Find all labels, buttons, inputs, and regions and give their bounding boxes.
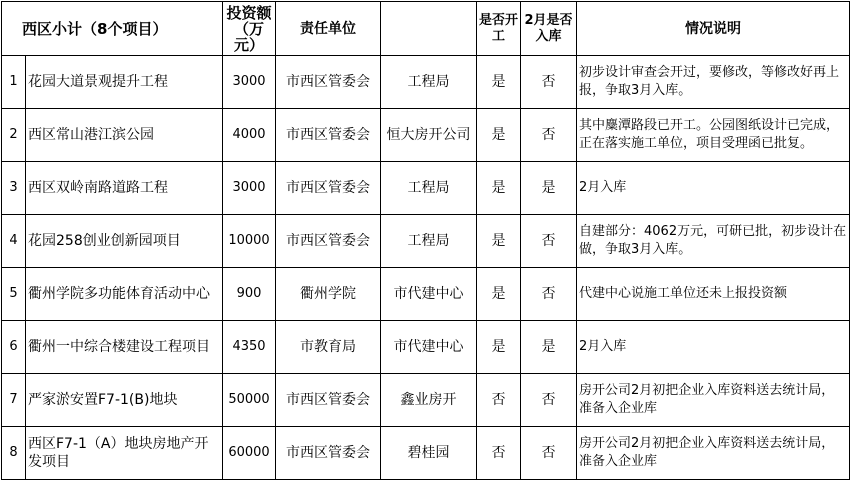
row-index: 6 — [2, 321, 26, 374]
table-row — [2, 268, 850, 321]
investment-amount: 3000 — [223, 56, 276, 109]
header-title: 西区小计（8个项目） — [2, 2, 223, 56]
project-name: 西区常山港江滨公园 — [26, 109, 223, 162]
responsible-party: 工程局 — [381, 162, 477, 215]
responsible-party: 恒大房开公司 — [381, 109, 477, 162]
project-name: 严家淤安置F7-1(B)地块 — [26, 374, 223, 427]
responsible-unit: 市西区管委会 — [276, 56, 381, 109]
table-row — [2, 56, 850, 109]
responsible-party: 碧桂园 — [381, 427, 477, 480]
project-name: 西区双岭南路道路工程 — [26, 162, 223, 215]
started-status: 否 — [477, 374, 521, 427]
feb-storage-status: 否 — [521, 215, 577, 268]
responsible-party: 工程局 — [381, 56, 477, 109]
started-status: 是 — [477, 56, 521, 109]
status-description: 房开公司2月初把企业入库资料送去统计局，准备入企业库 — [577, 374, 850, 427]
project-name: 衢州学院多功能体育活动中心 — [26, 268, 223, 321]
status-description: 自建部分：4062万元，可研已批，初步设计在做，争取3月入库。 — [577, 215, 850, 268]
responsible-unit: 衢州学院 — [276, 268, 381, 321]
investment-amount: 4000 — [223, 109, 276, 162]
table-body — [2, 56, 850, 480]
row-index: 5 — [2, 268, 26, 321]
started-status: 是 — [477, 109, 521, 162]
responsible-unit: 市西区管委会 — [276, 162, 381, 215]
table-row — [2, 374, 850, 427]
responsible-unit: 市教育局 — [276, 321, 381, 374]
header-started: 是否开工 — [477, 2, 521, 56]
feb-storage-status: 是 — [521, 321, 577, 374]
investment-amount: 50000 — [223, 374, 276, 427]
project-name: 花园258创业创新园项目 — [26, 215, 223, 268]
row-index: 1 — [2, 56, 26, 109]
row-index: 4 — [2, 215, 26, 268]
responsible-unit: 市西区管委会 — [276, 109, 381, 162]
responsible-unit: 市西区管委会 — [276, 215, 381, 268]
row-index: 3 — [2, 162, 26, 215]
feb-storage-status: 否 — [521, 427, 577, 480]
investment-amount: 60000 — [223, 427, 276, 480]
header-investment: 投资额（万元） — [223, 2, 276, 56]
project-name: 衢州一中综合楼建设工程项目 — [26, 321, 223, 374]
status-description: 代建中心说施工单位还未上报投资额 — [577, 268, 850, 321]
header-responsible — [381, 2, 477, 56]
header-unit: 责任单位 — [276, 2, 381, 56]
row-index: 8 — [2, 427, 26, 480]
started-status: 是 — [477, 215, 521, 268]
feb-storage-status: 否 — [521, 374, 577, 427]
responsible-party: 工程局 — [381, 215, 477, 268]
table-row — [2, 321, 850, 374]
project-name: 西区F7-1（A）地块房地产开发项目 — [26, 427, 223, 480]
started-status: 是 — [477, 162, 521, 215]
row-index: 2 — [2, 109, 26, 162]
feb-storage-status: 否 — [521, 268, 577, 321]
status-description: 其中麋潭路段已开工。公园图纸设计已完成，正在落实施工单位，项目受理函已批复。 — [577, 109, 850, 162]
responsible-unit: 市西区管委会 — [276, 427, 381, 480]
feb-storage-status: 否 — [521, 109, 577, 162]
project-name: 花园大道景观提升工程 — [26, 56, 223, 109]
responsible-unit: 市西区管委会 — [276, 374, 381, 427]
status-description: 2月入库 — [577, 321, 850, 374]
table-row — [2, 109, 850, 162]
responsible-party: 市代建中心 — [381, 268, 477, 321]
feb-storage-status: 是 — [521, 162, 577, 215]
started-status: 是 — [477, 321, 521, 374]
header-description: 情况说明 — [577, 2, 850, 56]
table-header-row — [2, 2, 850, 56]
row-index: 7 — [2, 374, 26, 427]
started-status: 否 — [477, 427, 521, 480]
started-status: 是 — [477, 268, 521, 321]
project-table — [1, 1, 850, 480]
feb-storage-status: 否 — [521, 56, 577, 109]
responsible-party: 鑫业房开 — [381, 374, 477, 427]
investment-amount: 900 — [223, 268, 276, 321]
responsible-party: 市代建中心 — [381, 321, 477, 374]
header-feb-storage: 2月是否入库 — [521, 2, 577, 56]
table-row — [2, 215, 850, 268]
status-description: 房开公司2月初把企业入库资料送去统计局，准备入企业库 — [577, 427, 850, 480]
investment-amount: 3000 — [223, 162, 276, 215]
status-description: 2月入库 — [577, 162, 850, 215]
investment-amount: 10000 — [223, 215, 276, 268]
status-description: 初步设计审查会开过，要修改，等修改好再上报，争取3月入库。 — [577, 56, 850, 109]
investment-amount: 4350 — [223, 321, 276, 374]
table-row — [2, 162, 850, 215]
table-row — [2, 427, 850, 480]
